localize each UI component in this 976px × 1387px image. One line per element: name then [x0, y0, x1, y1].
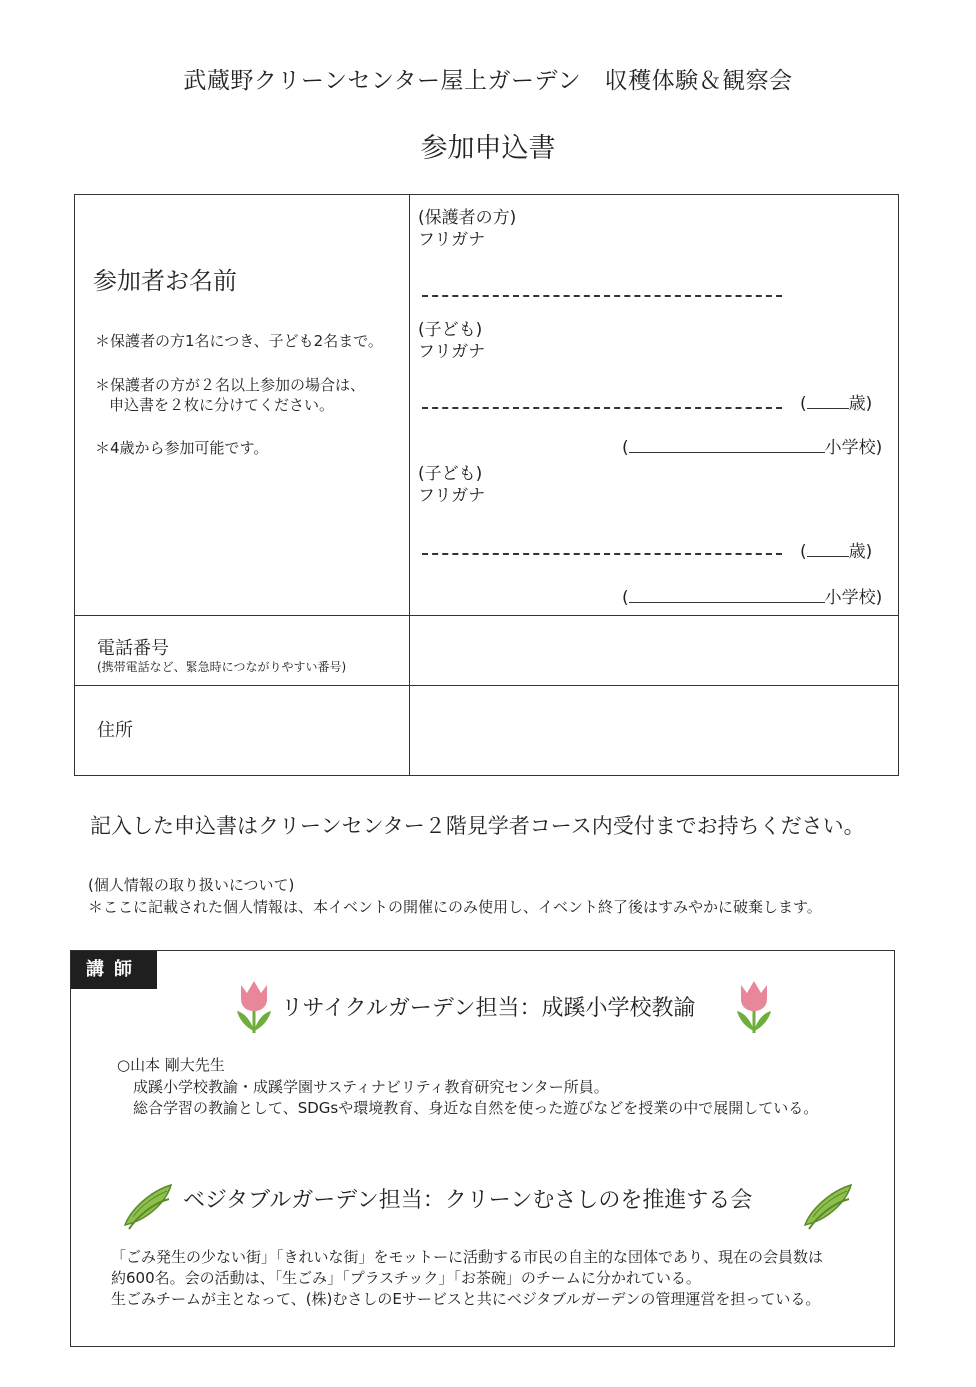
phone-sublabel: (携帯電話など、緊急時につながりやすい番号): [97, 660, 347, 674]
vegetable-desc-1: 「ごみ発生の少ない街」「きれいな街」をモットーに活動する市民の自主的な団体であり、現在の会員数は: [111, 1248, 824, 1266]
vegetable-desc-3: 生ごみチームが主となって、(株)むさしのEサービスと共にベジタブルガーデンの管理運営を担っている。: [111, 1290, 821, 1308]
teacher-desc-1: 成蹊小学校教諭・成蹊学園サスティナビリティ教育研究センター所員。: [133, 1078, 609, 1096]
child2-block: (子ども) フリガナ: [418, 464, 486, 506]
tulip-icon: [731, 977, 777, 1035]
form-title: 参加申込書: [420, 133, 556, 164]
vegetable-desc-2: 約600名。会の活動は、「生ごみ」「プラスチック」「お茶碗」のチームに分かれている。: [111, 1269, 701, 1287]
phone-label: 電話番号: [97, 638, 169, 659]
page-title: 武蔵野クリーンセンター屋上ガーデン 収穫体験＆観察会: [183, 68, 793, 94]
address-label-cell: [75, 686, 410, 776]
child2-name-line[interactable]: [422, 553, 782, 555]
note-guardian-limit: ＊保護者の方1名につき、子ども2名まで。: [95, 332, 383, 350]
guardian-name-line[interactable]: [422, 295, 782, 297]
tulip-icon: [231, 977, 277, 1035]
address-label: 住所: [97, 720, 133, 741]
child1-school-field[interactable]: ( 小学校): [622, 438, 883, 458]
privacy-text: ＊ここに記載された個人情報は、本イベントの開催にのみ使用し、イベント終了後はすみやかに破棄します。: [88, 898, 822, 916]
participant-name-input-cell[interactable]: [410, 195, 899, 616]
recycle-garden-heading: リサイクルガーデン担当：成蹊小学校教諭: [281, 996, 696, 1021]
phone-input-cell[interactable]: [410, 616, 899, 686]
note-multiple-guardians: ＊保護者の方が２名以上参加の場合は、 申込書を２枚に分けてください。: [95, 376, 366, 414]
guardian-block: (保護者の方) フリガナ: [418, 208, 517, 250]
privacy-heading: (個人情報の取り扱いについて): [88, 876, 295, 894]
child1-name-line[interactable]: [422, 407, 782, 409]
child1-block: (子ども) フリガナ: [418, 320, 486, 362]
submission-instructions: 記入した申込書はクリーンセンター２階見学者コース内受付までお持ちください。: [90, 814, 865, 838]
child1-age-field[interactable]: ( 歳): [800, 394, 873, 414]
participant-name-label: 参加者お名前: [93, 267, 237, 295]
application-form-table: [74, 194, 899, 776]
phone-label-cell: [75, 616, 410, 686]
child2-age-field[interactable]: ( 歳): [800, 542, 873, 562]
teacher-name: ○山本 剛大先生: [117, 1056, 225, 1074]
lecturer-badge: 講師: [71, 951, 157, 989]
note-age-limit: ＊4歳から参加可能です。: [95, 439, 269, 457]
child2-school-field[interactable]: ( 小学校): [622, 588, 883, 608]
teacher-desc-2: 総合学習の教諭として、SDGsや環境教育、身近な自然を使った遊びなどを授業の中で展開している。: [133, 1099, 819, 1117]
pea-pod-icon: [121, 1179, 175, 1231]
vegetable-garden-heading: ベジタブルガーデン担当：クリーンむさしのを推進する会: [183, 1188, 753, 1213]
address-input-cell[interactable]: [410, 686, 899, 776]
lecturer-box: [70, 950, 895, 1347]
participant-name-label-cell: [75, 195, 410, 616]
pea-pod-icon: [801, 1179, 855, 1231]
